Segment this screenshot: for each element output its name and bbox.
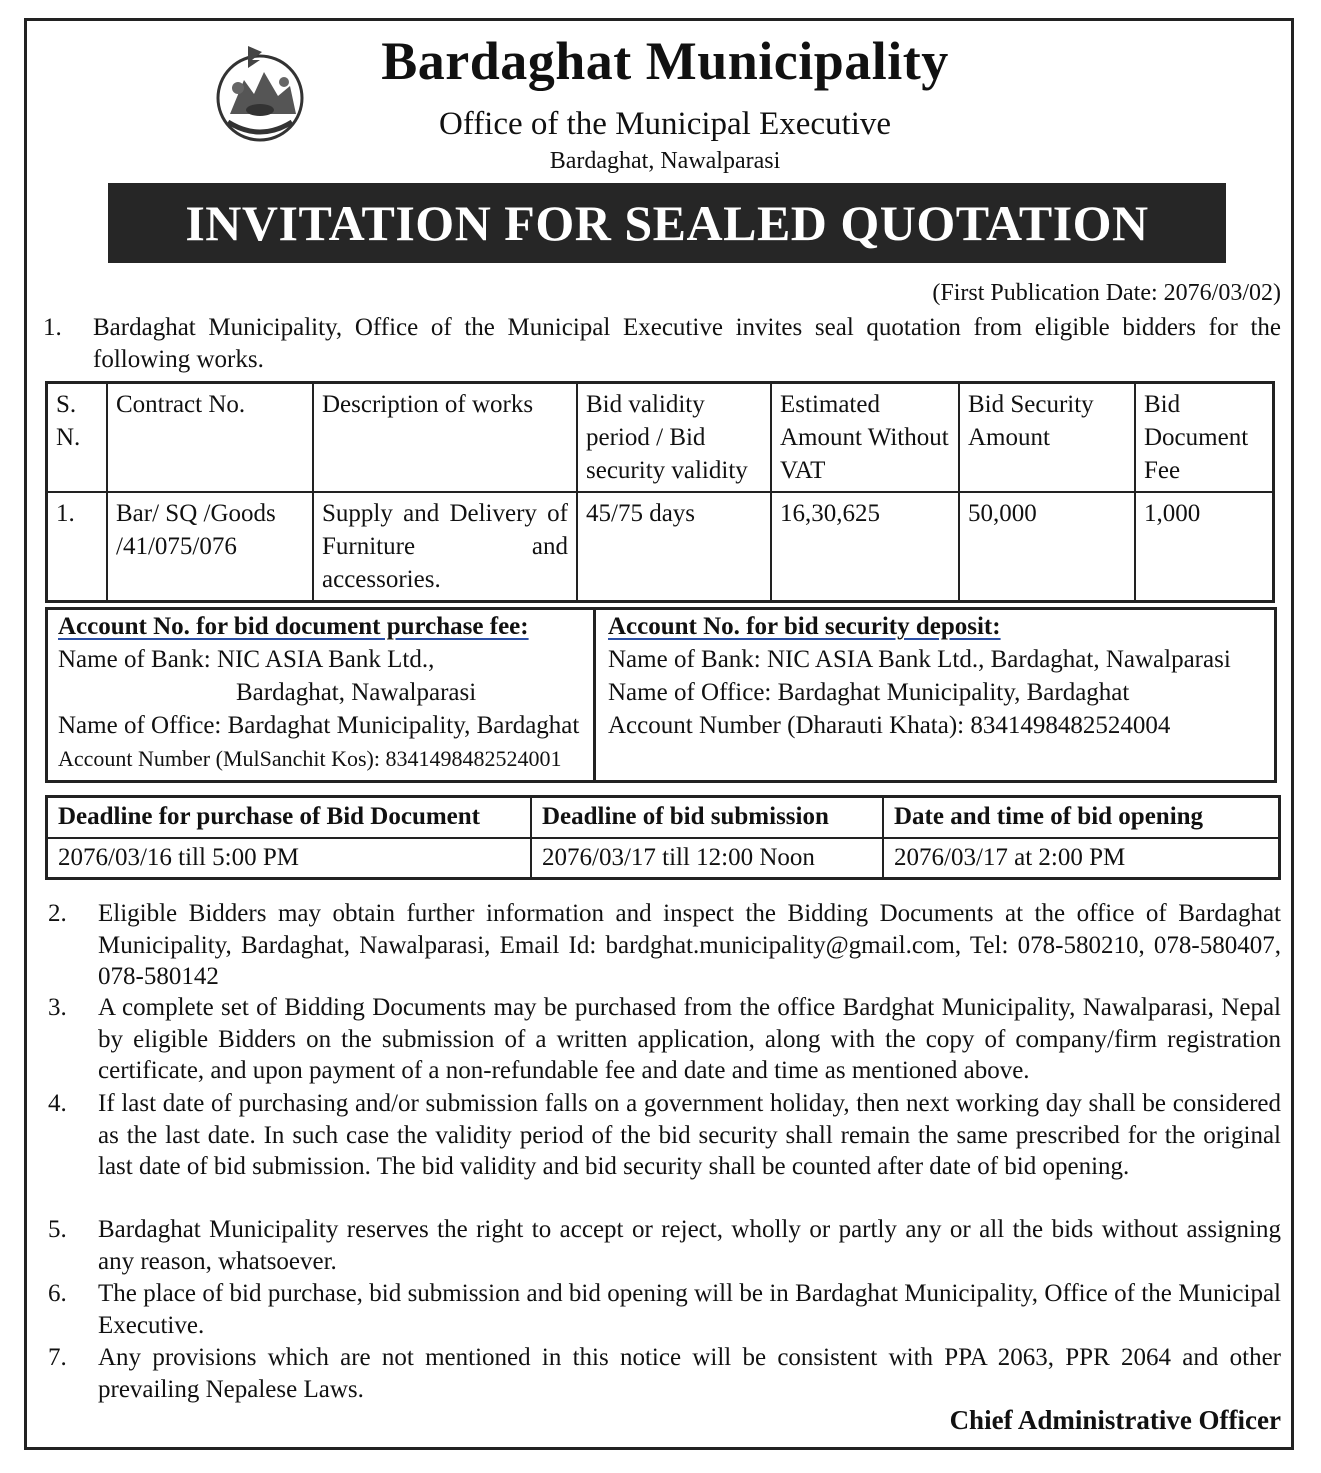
list-item [48, 1278, 1281, 1341]
deadline-header-cell: Date and time of bid opening [883, 797, 1280, 838]
deadline-header-cell: Deadline of bid submission [531, 797, 883, 838]
table-header-row [47, 383, 1274, 493]
point-text: Any provisions which are not mentioned in this notice will be consistent with PPA 2063, PPR 2064 and other prevailing Nepalese Laws. [98, 1344, 1281, 1403]
fee-bank-name: Name of Bank: NIC ASIA Bank Ltd., [58, 646, 435, 673]
security-account-heading: Account No. for bid security deposit: [608, 613, 1001, 640]
fee-account-heading: Account No. for bid document purchase fee: [58, 613, 529, 640]
fee-account-section [48, 610, 596, 780]
deadline-header-row [47, 797, 1280, 838]
point-text: Eligible Bidders may obtain further information and inspect the Bidding Documents at the office of Bardaghat Municipality, Bardaghat, Nawalparasi, Email Id: bardghat.municipality@gmail.com, Tel: 078-580210, 078-580407, 078-580142 [98, 900, 1281, 990]
deadline-cell: 2076/03/16 till 5:00 PM [47, 838, 532, 879]
list-item [48, 1214, 1281, 1277]
publication-date: (First Publication Date: 2076/03/02) [932, 280, 1281, 306]
point-text: Bardaghat Municipality reserves the right to accept or reject, wholly or partly any or all the bids without assigning any reason, whatsoever. [98, 1216, 1281, 1275]
office-address: Bardaghat, Nawalparasi [549, 148, 781, 174]
point-number: 7. [48, 1344, 67, 1371]
works-table [45, 381, 1275, 603]
list-item [48, 1342, 1281, 1405]
deadline-table [45, 795, 1281, 880]
list-item [48, 992, 1281, 1087]
deadline-row [47, 838, 1280, 879]
table-header-cell: Bid Document Fee [1135, 383, 1274, 493]
signature-title: Chief Administrative Officer [949, 1405, 1281, 1435]
point-text: A complete set of Bidding Documents may be purchased from the office Bardghat Municipality, Nawalparasi, Nepal by eligible Bidders on the submission of a written application, along with the copy of company/firm registration certificate, and upon payment of a non-refundable fee and date and time as mentioned above. [98, 994, 1281, 1084]
table-cell: 1. [47, 492, 108, 602]
table-header-cell: Bid Security Amount [959, 383, 1135, 493]
point-number: 2. [48, 900, 67, 927]
point-text: If last date of purchasing and/or submission falls on a government holiday, then next working day shall be considered as the last date. In such case the validity period of the bid security shall remain the same prescribed for the original last date of bid submission. The bid validity and bid security shall be counted after date of bid opening. [98, 1090, 1281, 1180]
point-text: The place of bid purchase, bid submission and bid opening will be in Bardaghat Municipality, Office of the Municipal Executive. [98, 1280, 1281, 1339]
list-item [48, 898, 1281, 993]
table-row [47, 492, 1274, 602]
fee-office-name: Name of Office: Bardaghat Municipality, Bardaghat [58, 712, 580, 739]
table-cell: 50,000 [959, 492, 1135, 602]
point-text: Bardaghat Municipality, Office of the Municipal Executive invites seal quotation from eligible bidders for the following works. [93, 314, 1281, 373]
table-cell: 45/75 days [577, 492, 771, 602]
fee-account-number: Account Number (MulSanchit Kos): 8341498482524001 [58, 746, 562, 771]
point-number: 6. [48, 1280, 67, 1307]
table-header-cell: Contract No. [107, 383, 313, 493]
table-header-cell: S. N. [47, 383, 108, 493]
security-account-number: Account Number (Dharauti Khata): 8341498482524004 [608, 712, 1171, 739]
deadline-cell: 2076/03/17 till 12:00 Noon [531, 838, 883, 879]
table-header-cell: Description of works [313, 383, 577, 493]
point-number: 3. [48, 994, 67, 1021]
intro-paragraph [43, 312, 1281, 375]
table-cell: Supply and Delivery of Furniture and accessories. [313, 492, 577, 602]
table-header-cell: Bid validity period / Bid security validity [577, 383, 771, 493]
list-item [48, 1088, 1281, 1183]
nepal-government-emblem-icon [208, 42, 312, 146]
notice-banner: INVITATION FOR SEALED QUOTATION [108, 183, 1226, 263]
point-number: 5. [48, 1216, 67, 1243]
page-title: Bardaghat Municipality [381, 31, 949, 91]
deadline-cell: 2076/03/17 at 2:00 PM [883, 838, 1280, 879]
office-name: Office of the Municipal Executive [438, 106, 892, 142]
table-header-cell: Estimated Amount Without VAT [771, 383, 959, 493]
table-cell: 1,000 [1135, 492, 1274, 602]
account-details-box [45, 607, 1277, 783]
table-cell: Bar/ SQ /Goods /41/075/076 [107, 492, 313, 602]
security-account-section [598, 610, 1278, 780]
security-office-name: Name of Office: Bardaghat Municipality, Bardaghat [608, 679, 1130, 706]
security-bank-name: Name of Bank: NIC ASIA Bank Ltd., Bardaghat, Nawalparasi [608, 646, 1231, 673]
point-number: 4. [48, 1090, 67, 1117]
point-number: 1. [43, 314, 62, 341]
table-cell: 16,30,625 [771, 492, 959, 602]
deadline-header-cell: Deadline for purchase of Bid Document [47, 797, 532, 838]
fee-bank-branch: Bardaghat, Nawalparasi [236, 679, 477, 706]
